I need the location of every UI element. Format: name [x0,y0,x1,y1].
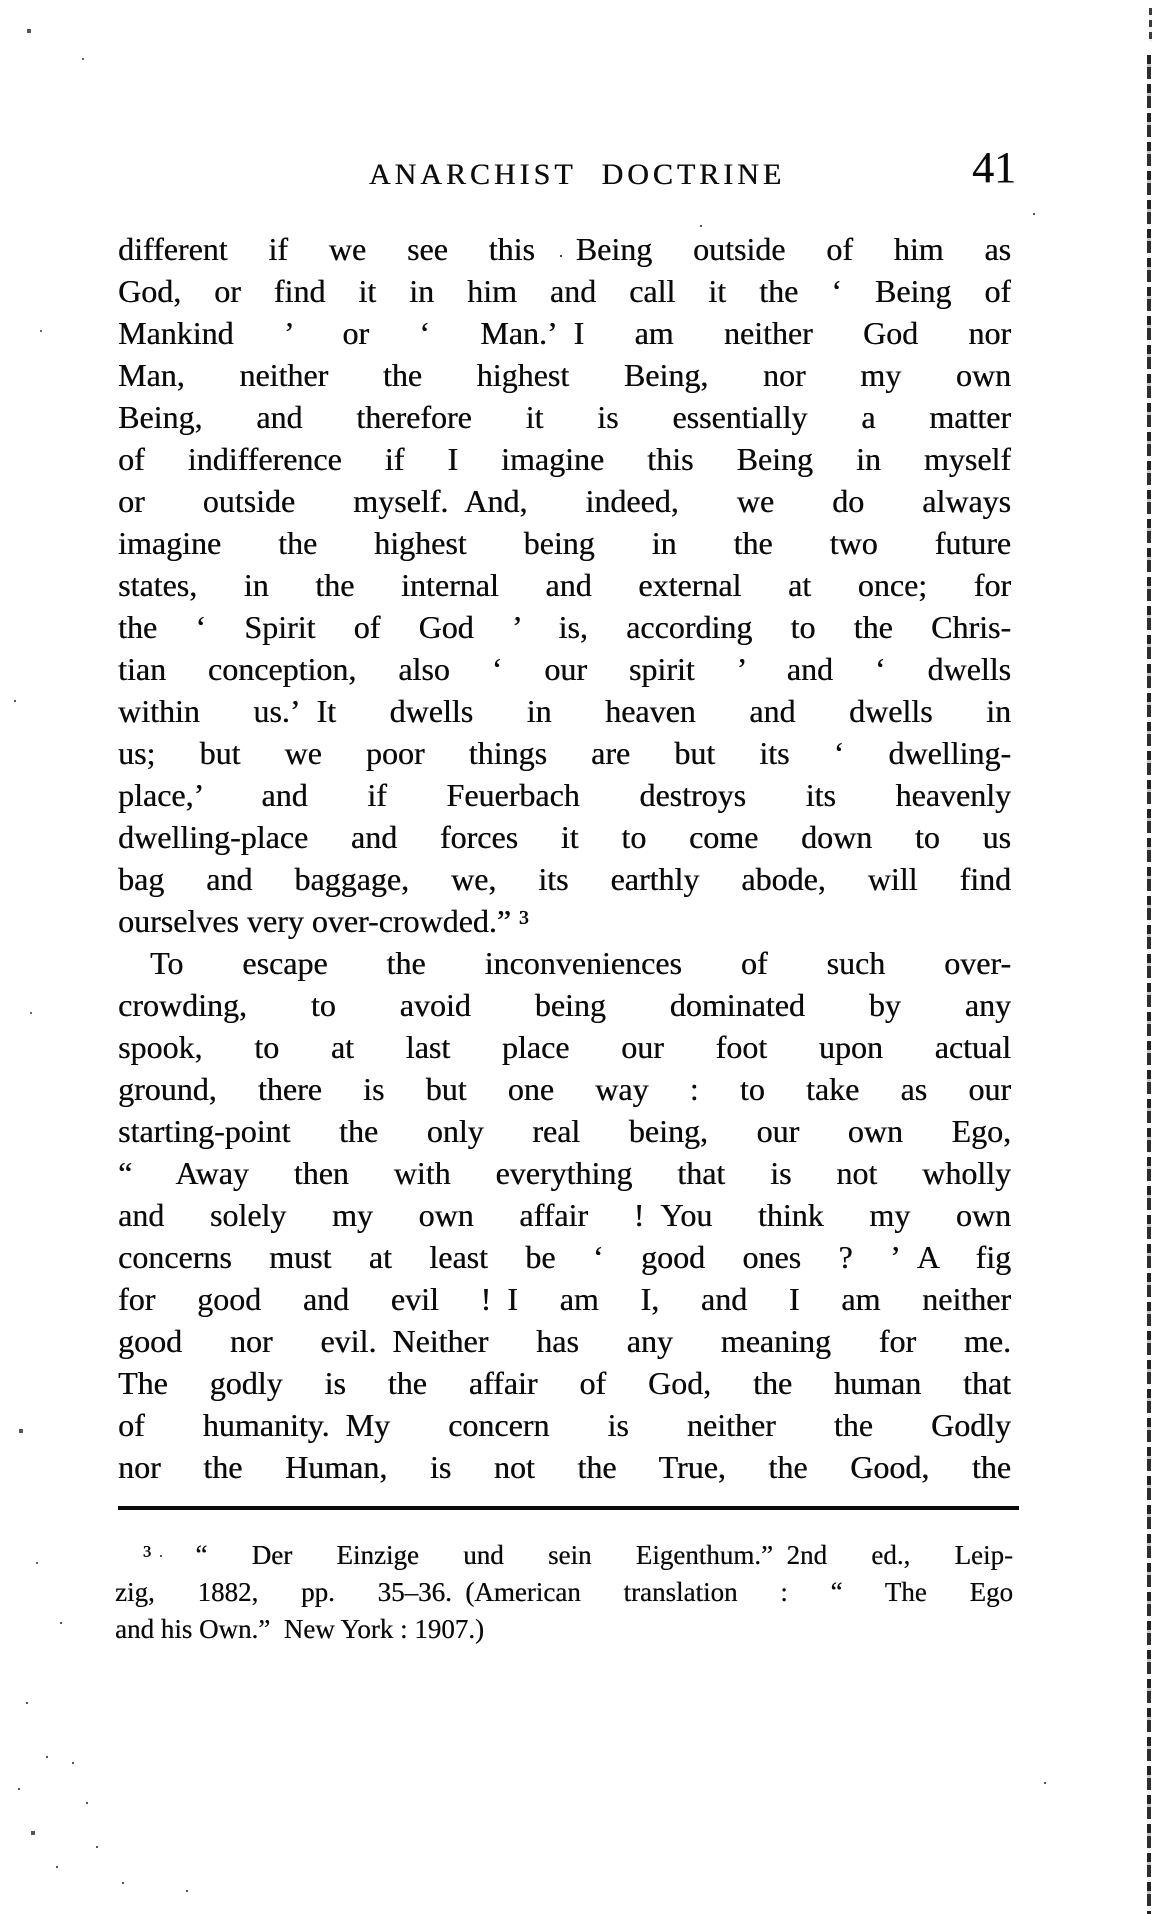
text-line: “ Away then with everything that is not wholly [118,1155,1011,1191]
text-line: The godly is the affair of God, the human that [118,1365,1011,1401]
footnote-line: and his Own.” New York : 1907.) [115,1614,484,1644]
body-text [118,228,1011,1488]
text-line: of indifference if I imagine this Being in myself [118,441,1011,477]
text-line: different if we see this Being outside of him as [118,231,1011,267]
text-line: place,’ and if Feuerbach destroys its heavenly [118,777,1011,813]
scan-edge-artifact [1147,55,1151,1914]
text-line: for good and evil ! I am I, and I am neither [118,1281,1011,1317]
text-line: bag and baggage, we, its earthly abode, will find [118,861,1011,897]
text-line: good nor evil. Neither has any meaning for me. [118,1323,1011,1359]
text-line: concerns must at least be ‘ good ones ? ’ A fig [118,1239,1011,1275]
text-line: imagine the highest being in the two future [118,525,1011,561]
text-line: Being, and therefore it is essentially a matter [118,399,1011,435]
footnote-separator [118,1506,1019,1510]
text-line: and solely my own affair ! You think my own [118,1197,1011,1233]
paragraph-start-line: To escape the inconveniences of such over- [150,945,1011,981]
page-number: 41 [972,143,1016,192]
scan-edge-artifact-top [1149,8,1152,42]
footnote [115,1537,1013,1648]
text-line: or outside myself. And, indeed, we do always [118,483,1011,519]
text-line: dwelling-place and forces it to come down to us [118,819,1011,855]
footnote-line: ³ “ Der Einzige und sein Eigenthum.” 2nd ed., Leip- [143,1540,1013,1570]
text-line: us; but we poor things are but its ‘ dwelling- [118,735,1011,771]
text-line: of humanity. My concern is neither the Godly [118,1407,1011,1443]
text-line: tian conception, also ‘ our spirit ’ and ‘ dwells [118,651,1011,687]
text-line: starting-point the only real being, our own Ego, [118,1113,1011,1149]
text-line: Mankind ’ or ‘ Man.’ I am neither God nor [118,315,1011,351]
text-line: the ‘ Spirit of God ’ is, according to the Chris- [118,609,1011,645]
text-line: within us.’ It dwells in heaven and dwells in [118,693,1011,729]
scan-noise-speckles [0,0,2,2]
footnote-line: zig, 1882, pp. 35–36. (American translation : “ The Ego [115,1577,1013,1607]
running-title: ANARCHIST DOCTRINE [368,158,786,191]
text-line: ground, there is but one way : to take as our [118,1071,1011,1107]
text-line: spook, to at last place our foot upon actual [118,1029,1011,1065]
text-line-with-footnote-ref: ourselves very over-crowded.” ³ [118,903,529,939]
text-line: states, in the internal and external at once; for [118,567,1011,603]
text-line: crowding, to avoid being dominated by any [118,987,1011,1023]
text-line: God, or find it in him and call it the ‘ Being of [118,273,1011,309]
text-line: nor the Human, is not the True, the Good, the [118,1449,1011,1485]
text-line: Man, neither the highest Being, nor my own [118,357,1011,393]
